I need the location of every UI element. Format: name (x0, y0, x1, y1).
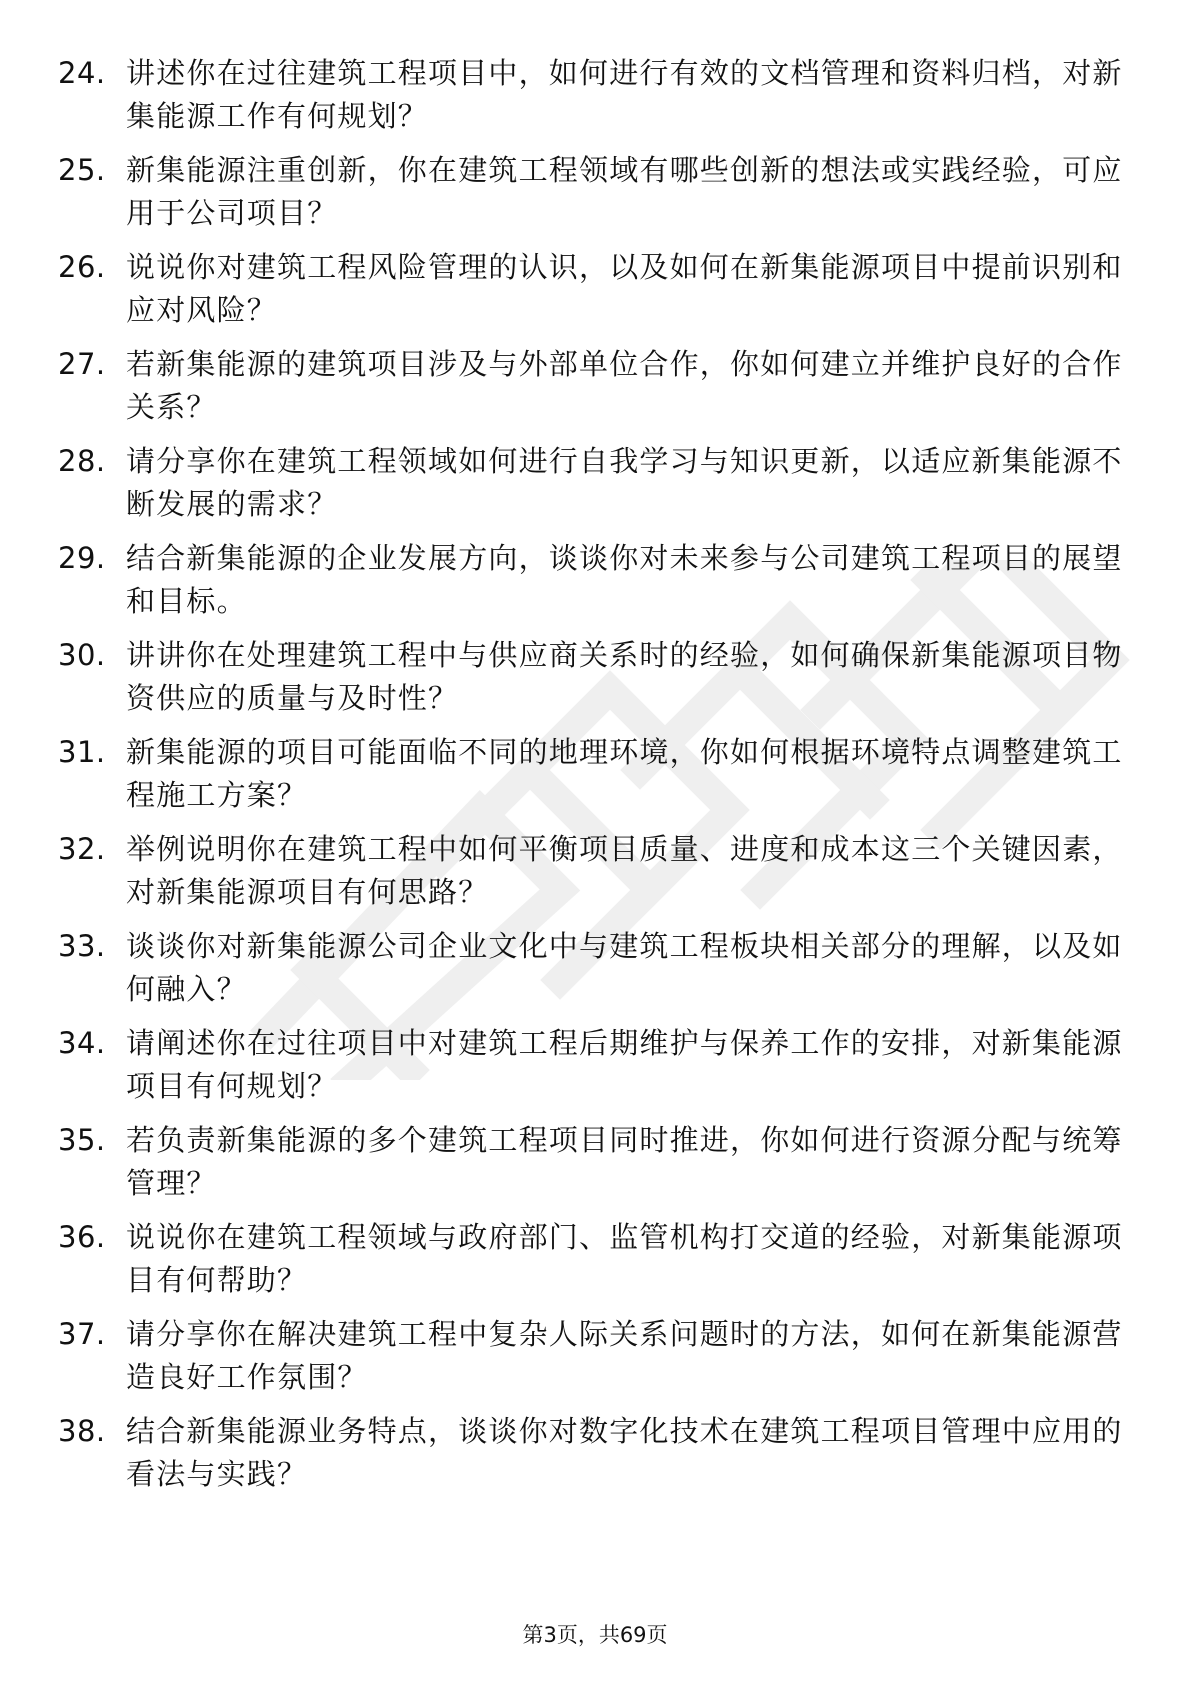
page-number-footer: 第3页，共69页 (522, 1623, 668, 1647)
question-number: 27. (58, 347, 106, 381)
question-number: 38. (58, 1414, 106, 1448)
question-text: 新集能源的项目可能面临不同的地理环境，你如何根据环境特点调整建筑工程施工方案？ (126, 735, 1123, 812)
question-number: 36. (58, 1220, 106, 1254)
question-number: 24. (58, 56, 106, 90)
question-number: 37. (58, 1317, 106, 1351)
question-item (58, 1313, 1148, 1410)
question-text: 请阐述你在过往项目中对建筑工程后期维护与保养工作的安排，对新集能源项目有何规划？ (126, 1026, 1123, 1103)
question-text: 说说你在建筑工程领域与政府部门、监管机构打交道的经验，对新集能源项目有何帮助？ (126, 1220, 1123, 1297)
question-text: 新集能源注重创新，你在建筑工程领域有哪些创新的想法或实践经验，可应用于公司项目？ (126, 153, 1123, 230)
question-item (58, 343, 1148, 440)
question-item (58, 246, 1148, 343)
question-number: 30. (58, 638, 106, 672)
question-item (58, 634, 1148, 731)
question-item (58, 828, 1148, 925)
question-item (58, 537, 1148, 634)
question-text: 请分享你在建筑工程领域如何进行自我学习与知识更新，以适应新集能源不断发展的需求？ (126, 444, 1123, 521)
question-number: 31. (58, 735, 106, 769)
question-item (58, 1216, 1148, 1313)
question-number: 25. (58, 153, 106, 187)
question-text: 若负责新集能源的多个建筑工程项目同时推进，你如何进行资源分配与统筹管理？ (126, 1123, 1123, 1200)
question-item (58, 731, 1148, 828)
question-text: 讲述你在过往建筑工程项目中，如何进行有效的文档管理和资料归档，对新集能源工作有何规划？ (126, 56, 1123, 133)
question-text: 讲讲你在处理建筑工程中与供应商关系时的经验，如何确保新集能源项目物资供应的质量与及时性？ (126, 638, 1123, 715)
question-item (58, 925, 1148, 1022)
question-item (58, 440, 1148, 537)
question-item (58, 1022, 1148, 1119)
question-number: 32. (58, 832, 106, 866)
question-item (58, 1119, 1148, 1216)
question-text: 举例说明你在建筑工程中如何平衡项目质量、进度和成本这三个关键因素，对新集能源项目有何思路？ (126, 832, 1123, 909)
question-text: 谈谈你对新集能源公司企业文化中与建筑工程板块相关部分的理解，以及如何融入？ (126, 929, 1123, 1006)
question-number: 34. (58, 1026, 106, 1060)
question-number: 26. (58, 250, 106, 284)
question-text: 结合新集能源业务特点，谈谈你对数字化技术在建筑工程项目管理中应用的看法与实践？ (126, 1414, 1123, 1491)
question-text: 结合新集能源的企业发展方向，谈谈你对未来参与公司建筑工程项目的展望和目标。 (126, 541, 1123, 618)
question-number: 35. (58, 1123, 106, 1157)
question-number: 33. (58, 929, 106, 963)
question-item (58, 1410, 1148, 1507)
question-item (58, 52, 1148, 149)
question-text: 请分享你在解决建筑工程中复杂人际关系问题时的方法，如何在新集能源营造良好工作氛围？ (126, 1317, 1123, 1394)
question-text: 说说你对建筑工程风险管理的认识，以及如何在新集能源项目中提前识别和应对风险？ (126, 250, 1123, 327)
question-text: 若新集能源的建筑项目涉及与外部单位合作，你如何建立并维护良好的合作关系？ (126, 347, 1123, 424)
question-list (58, 52, 1148, 1507)
question-item (58, 149, 1148, 246)
question-number: 29. (58, 541, 106, 575)
question-number: 28. (58, 444, 106, 478)
